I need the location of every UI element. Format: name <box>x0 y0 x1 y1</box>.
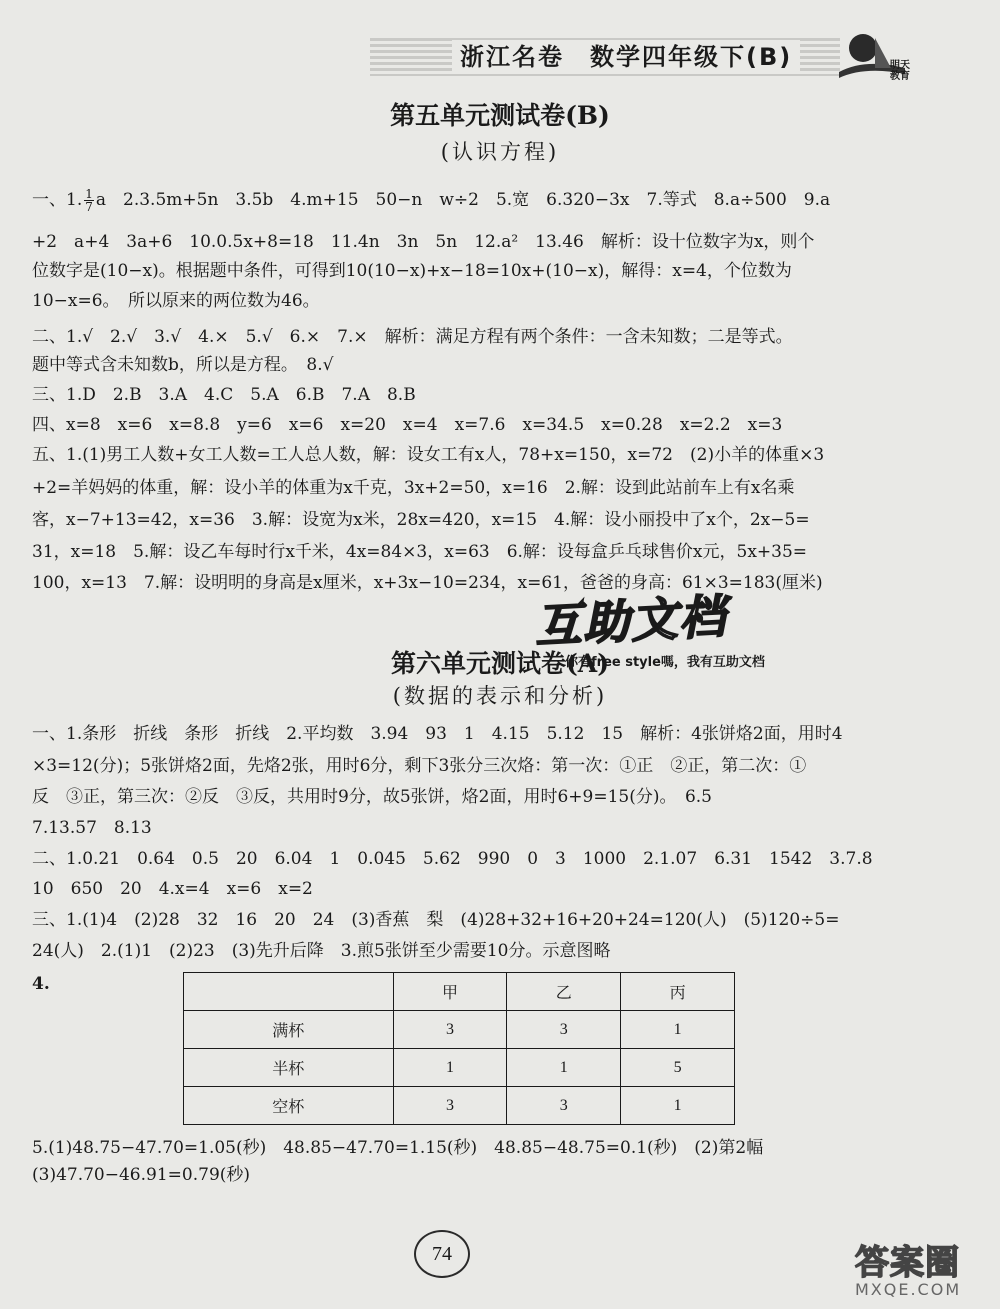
unit5-title: 第五单元测试卷(B) <box>390 101 610 130</box>
unit5-line: +2 a+4 3a+6 10.0.5x+8=18 11.4n 3n 5n 12.a² 13.46 解析：设十位数字为x，则个 <box>32 232 815 252</box>
unit6-line: 反 ③正，第三次：②反 ③反，共用时9分，故5张饼，烙2面，用时6+9=15(分)。 6.5 <box>32 787 712 807</box>
table-cell: 3 <box>507 1087 621 1125</box>
table-row <box>184 1087 735 1125</box>
unit5-line: 100，x=13 7.解：设明明的身高是x厘米，x+3x−10=234，x=61，爸爸的身高：61×3=183(厘米) <box>32 573 823 593</box>
watermark-logo: 互助文档 <box>533 589 729 653</box>
unit5-line: 四、x=8 x=6 x=8.8 y=6 x=6 x=20 x=4 x=7.6 x=34.5 x=0.28 x=2.2 x=3 <box>32 415 783 435</box>
unit5-line: 二、1.√ 2.√ 3.√ 4.× 5.√ 6.× 7.× 解析：满足方程有两个条件：一含未知数；二是等式。 <box>32 327 793 347</box>
table-cell: 满杯 <box>184 1011 394 1049</box>
table-cell: 1 <box>621 1087 735 1125</box>
table-header-row <box>184 973 735 1011</box>
unit5-line: 31，x=18 5.解：设乙车每时行x千米，4x=84×3，x=63 6.解：设每盒乒乓球售价x元，5x+35= <box>32 542 808 562</box>
table-cell: 1 <box>507 1049 621 1087</box>
table-row <box>184 1011 735 1049</box>
unit6-line: 4. <box>32 974 50 994</box>
unit5-line <box>32 188 872 213</box>
table-header-cell: 丙 <box>621 973 735 1011</box>
unit6-line: 24(人) 2.(1)1 (2)23 (3)先升后降 3.煎5张饼至少需要10分。示意图略 <box>32 941 611 961</box>
table-header-cell <box>184 973 394 1011</box>
unit5-line: +2=羊妈妈的体重，解：设小羊的体重为x千克，3x+2=50，x=16 2.解：设到此站前车上有x名乘 <box>32 478 795 498</box>
unit5-line1-rest: a 2.3.5m+5n 3.5b 4.m+15 50−n w÷2 5.宽 6.320−3x 7.等式 8.a÷500 9.a <box>95 190 831 210</box>
unit5-line: 题中等式含未知数b，所以是方程。 8.√ <box>32 355 334 375</box>
unit6-line: 一、1.条形 折线 条形 折线 2.平均数 3.94 93 1 4.15 5.12 15 解析：4张饼烙2面，用时4 <box>32 724 843 744</box>
fraction <box>84 188 94 213</box>
unit5-line: 五、1.(1)男工人数+女工人数=工人总人数，解：设女工有x人，78+x=150，x=72 (2)小羊的体重×3 <box>32 445 825 465</box>
unit6-line: 三、1.(1)4 (2)28 32 16 20 24 (3)香蕉 梨 (4)28+32+16+20+24=120(人) (5)120÷5= <box>32 910 840 930</box>
stamp-main: 答案圈 <box>855 1243 960 1283</box>
header-title: 浙江名卷 数学四年级下(B) <box>452 40 800 74</box>
table-row <box>184 1049 735 1087</box>
logo-text: 明天教育 <box>890 60 910 82</box>
unit5-line1-prefix: 一、1. <box>32 190 83 210</box>
watermark-slogan: 你有free style嗎，我有互助文档 <box>565 655 765 670</box>
site-stamp <box>855 1235 990 1305</box>
unit6-line: (3)47.70−46.91=0.79(秒) <box>32 1165 251 1185</box>
unit5-line: 10−x=6。 所以原来的两位数为46。 <box>32 291 320 311</box>
table-cell: 半杯 <box>184 1049 394 1087</box>
unit6-line: ×3=12(分)；5张饼烙2面，先烙2张，用时6分，剩下3张分三次烙：第一次：①正 ②正，第二次：① <box>32 756 807 776</box>
fraction-denominator: 7 <box>85 200 93 214</box>
unit5-line: 位数字是(10−x)。根据题中条件，可得到10(10−x)+x−18=10x+(10−x)，解得：x=4，个位数为 <box>32 261 792 281</box>
table-cell: 1 <box>393 1049 507 1087</box>
table-cell: 1 <box>621 1011 735 1049</box>
unit6-subtitle: (数据的表示和分析) <box>392 684 608 708</box>
table-cell: 3 <box>393 1087 507 1125</box>
stamp-sub: MXQE.COM <box>855 1280 962 1299</box>
page-number: 74 <box>414 1230 470 1278</box>
table-cell: 3 <box>507 1011 621 1049</box>
unit6-line: 7.13.57 8.13 <box>32 818 152 838</box>
unit5-line: 三、1.D 2.B 3.A 4.C 5.A 6.B 7.A 8.B <box>32 385 416 405</box>
unit6-line: 10 650 20 4.x=4 x=6 x=2 <box>32 879 313 899</box>
cups-table <box>183 972 735 1125</box>
unit6-line: 二、1.0.21 0.64 0.5 20 6.04 1 0.045 5.62 990 0 3 1000 2.1.07 6.31 1542 3.7.8 <box>32 849 873 869</box>
table-cell: 5 <box>621 1049 735 1087</box>
unit6-line: 5.(1)48.75−47.70=1.05(秒) 48.85−47.70=1.15(秒) 48.85−48.75=0.1(秒) (2)第2幅 <box>32 1138 764 1158</box>
unit5-subtitle: (认识方程) <box>440 140 560 164</box>
table-cell: 3 <box>393 1011 507 1049</box>
table-cell: 空杯 <box>184 1087 394 1125</box>
unit6-title: 第六单元测试卷(A) <box>390 649 610 678</box>
unit5-line: 客，x−7+13=42，x=36 3.解：设宽为x米，28x=420，x=15 4.解：设小丽投中了x个，2x−5= <box>32 510 810 530</box>
fraction-numerator: 1 <box>85 187 93 201</box>
table-header-cell: 甲 <box>393 973 507 1011</box>
table-header-cell: 乙 <box>507 973 621 1011</box>
